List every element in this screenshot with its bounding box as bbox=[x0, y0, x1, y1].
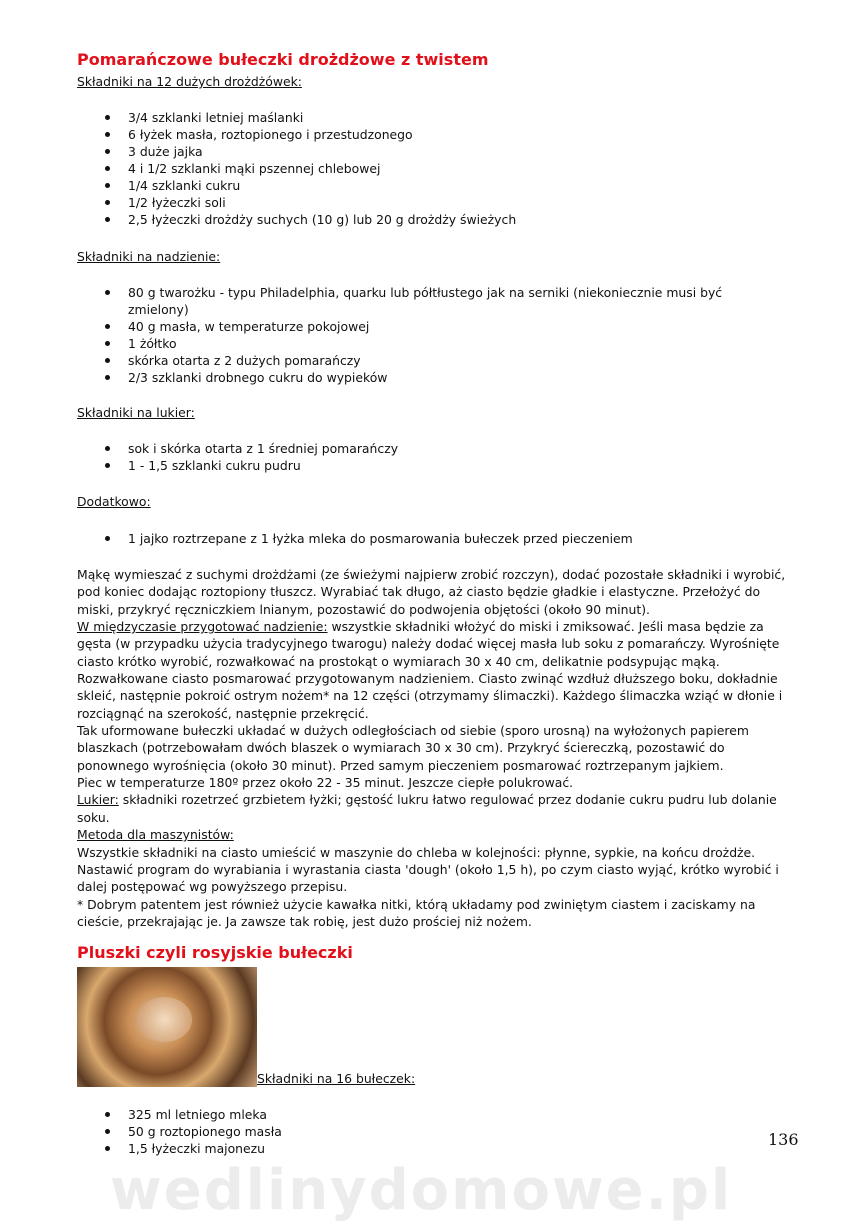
filling-heading: Składniki na nadzienie: bbox=[77, 249, 221, 264]
instructions-p4: Piec w temperaturze 180º przez około 22 - 35 minut. Jeszcze ciepłe polukrować. bbox=[77, 775, 574, 791]
list-item: 3/4 szklanki letniej maślanki bbox=[77, 109, 797, 126]
filling-step-label: W międzyczasie przygotować nadzienie: bbox=[77, 619, 328, 635]
ingredients-heading-2: Składniki na 16 bułeczek: bbox=[257, 1071, 416, 1087]
ingredients-list bbox=[77, 109, 797, 228]
ingredients-heading: Składniki na 12 dużych drożdżówek: bbox=[77, 74, 302, 89]
icing-heading: Składniki na lukier: bbox=[77, 405, 195, 420]
list-item: sok i skórka otarta z 1 średniej pomarańczy bbox=[77, 440, 797, 457]
icing-list bbox=[77, 440, 797, 474]
extra-list bbox=[77, 530, 797, 547]
list-item: 1/2 łyżeczki soli bbox=[77, 194, 797, 211]
recipe-title-2: Pluszki czyli rosyjskie bułeczki bbox=[77, 943, 353, 963]
list-item: 4 i 1/2 szklanki mąki pszennej chlebowej bbox=[77, 160, 797, 177]
list-item: 1 żółtko bbox=[77, 335, 767, 352]
list-item: 2,5 łyżeczki drożdży suchych (10 g) lub 20 g drożdży świeżych bbox=[77, 211, 797, 228]
instructions-p3: Tak uformowane bułeczki układać w dużych odległościach od siebie (sporo urosną) na wyłożonych papierem blaszkach (potrzebowałam dwóch blaszek o wymiarach 30 x 30 cm). Przykryć ściereczką, pozostawić do ponownego wyrośnięcia (około 30 minut). Przed samym pieczeniem posmarować roztrzepanym jajkiem. bbox=[77, 723, 749, 773]
list-item: 3 duże jajka bbox=[77, 143, 797, 160]
extra-heading: Dodatkowo: bbox=[77, 494, 151, 509]
icing-step-label: Lukier: bbox=[77, 792, 119, 808]
filling-list bbox=[77, 284, 767, 386]
ingredients-list-2 bbox=[77, 1106, 797, 1157]
list-item: 80 g twarożku - typu Philadelphia, quarku lub półtłustego jak na serniki (niekoniecznie musi być zmielony) bbox=[77, 284, 767, 318]
list-item: 6 łyżek masła, roztopionego i przestudzonego bbox=[77, 126, 797, 143]
machine-method-label: Metoda dla maszynistów: bbox=[77, 827, 234, 843]
recipe-title: Pomarańczowe bułeczki drożdżowe z twistem bbox=[77, 50, 489, 69]
list-item: 40 g masła, w temperaturze pokojowej bbox=[77, 318, 767, 335]
instructions bbox=[77, 566, 793, 930]
list-item: 2/3 szklanki drobnego cukru do wypieków bbox=[77, 369, 767, 386]
list-item: 325 ml letniego mleka bbox=[77, 1106, 797, 1123]
instructions-p7: Wszystkie składniki na ciasto umieścić w maszynie do chleba w kolejności: płynne, sypkie, na końcu drożdże. Nastawić program do wyrabiania i wyrastania ciasta 'dough' (około 1,5 h), po czym ciasto wyjąć, krótko wyrobić i dalej postępować wg powyższego przepisu. bbox=[77, 844, 779, 895]
instructions-p8: * Dobrym patentem jest również użycie kawałka nitki, którą układamy pod zwiniętym ciastem i zaciskamy na cieście, przekrajając je. Ja zawsze tak robię, jest dużo prościej niż nożem. bbox=[77, 896, 756, 929]
instructions-p2: wszystkie składniki włożyć do miski i zmiksować. Jeśli masa będzie za gęsta (w przypadku użycia tradycyjnego twarogu) należy dodać więcej masła lub soku z pomarańczy. Wyrośnięte ciasto krótko wyrobić, rozwałkować na prostokąt o wymiarach 30 x 40 cm, delikatnie podsypując mąką. Rozwałkowane ciasto posmarować przygotowanym nadzieniem. Ciasto zwinąć wzdłuż dłuższego boku, dokładnie skleić, następnie pokroić ostrym nożem* na 12 części (otrzymamy ślimaczki). Każdego ślimaczka wziąć w dłonie i rozciągnąć na szerokość, następnie przekręcić. bbox=[77, 619, 783, 721]
list-item: 1/4 szklanki cukru bbox=[77, 177, 797, 194]
page-number: 136 bbox=[768, 1130, 799, 1149]
list-item: 50 g roztopionego masła bbox=[77, 1123, 797, 1140]
recipe2-photo-row bbox=[77, 967, 797, 1087]
list-item: skórka otarta z 2 dużych pomarańczy bbox=[77, 352, 767, 369]
list-item: 1 jajko roztrzepane z 1 łyżka mleka do posmarowania bułeczek przed pieczeniem bbox=[77, 530, 797, 547]
instructions-p1: Mąkę wymieszać z suchymi drożdżami (ze świeżymi najpierw zrobić rozczyn), dodać pozostałe składniki i wyrobić, pod koniec dodając roztopiony tłuszcz. Wyrabiać tak długo, aż ciasto będzie gładkie i elastyczne. Przełożyć do miski, przykryć ręczniczkiem lnianym, pozostawić do podwojenia objętości (około 90 minut). bbox=[77, 567, 786, 617]
list-item: 1,5 łyżeczki majonezu bbox=[77, 1140, 797, 1157]
page-content bbox=[77, 50, 797, 1223]
instructions-p5: składniki rozetrzeć grzbietem łyżki; gęstość lukru łatwo regulować przez dodanie cukru pudru lub dolanie soku. bbox=[77, 792, 777, 825]
watermark: wedlinydomowe.pl bbox=[110, 1158, 733, 1223]
buns-photo bbox=[77, 967, 257, 1087]
list-item: 1 - 1,5 szklanki cukru pudru bbox=[77, 457, 797, 474]
